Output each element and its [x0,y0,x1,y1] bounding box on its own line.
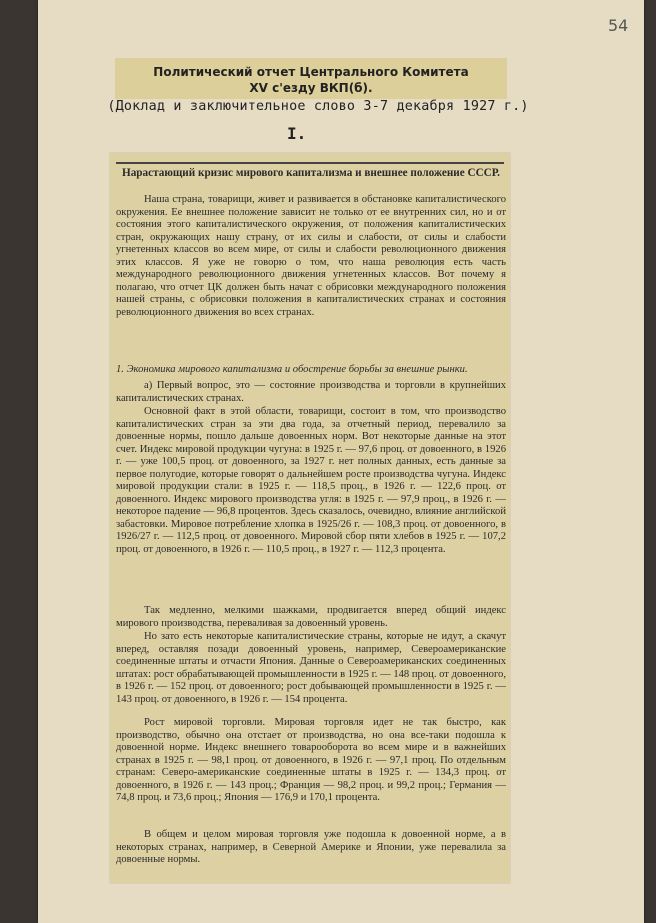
report-title-line-2: XV с'езду ВКП(б). [249,81,373,95]
article-paragraph: Так медленно, мелкими шажками, продвигается вперед общий индекс мирового производства, переваливая за довоенный уровень. [116,605,506,629]
article-heading: Нарастающий кризис мирового капитализма и внешнее положение СССР. [122,167,500,179]
article-paragraph: В общем и целом мировая торговля уже подошла к довоенной норме, а в некоторых странах, например, в Северной Америке и Японии, уже перевалила за довоенные нормы. [116,829,506,866]
article-paragraph: Рост мировой торговли. Мировая торговля идет не так быстро, как производство, обычно она отстает от производства, но она все-таки подошла к довоенной норме. Индекс внешнего товарооборота во всем мире и в важнейших странах в 1925 г. — 98,1 проц. от довоенного, в 1926 г. — 97,1 проц. По отдельным странам: Северо-американские соединенные штаты в 1925 г. — 134,3 проц. от довоенного, в 1926 г. — 143 проц.; Франция — 98,2 проц. и 99,2 проц.; Германия — 74,8 проц. и 73,6 проц.; Япония — 176,9 и 170,1 процента. [116,717,506,804]
title-strip [115,58,507,99]
article-paragraph: Но зато есть некоторые капиталистические страны, которые не идут, а скачут вперед, оставляя позади довоенный уровень, например, Североамериканские соединенные штаты и отчасти Япония. Данные о Североамериканских соединенных штатах: рост обрабатывающей промышленности в 1925 г. — 148 проц. от довоенного, в 1926 г. — 152 проц. от довоенного; рост добывающей промышленности в 1925 г. — 143 проц. от довоенного, в 1926 г. — 154 процента. [116,631,506,705]
article-intro: Наша страна, товарищи, живет и развивается в обстановке капиталистического окружения. Ее внешнее положение зависит не только от ее внутренних сил, но и от состояния этого капиталистического окружения, от положения капиталистических стран, окружающих нашу страну, от их силы и слабости, от силы и слабости угнетенных классов во всем мире, от силы и слабости революционного движения этих классов. Я уже не говорю о том, что наша революция есть часть международного революционного движения угнетенных классов. Вот почему я полагаю, что отчет ЦК должен быть начат с обрисовки международного положения нашей страны, с обрисовки положения в капиталистических странах и состояния революционного движения во всех странах. [116,194,506,318]
typed-date-line: (Доклад и заключительное слово 3-7 декабря 1927 г.) [107,99,529,114]
part-number: I. [287,124,307,143]
clipping-top-rule [116,162,504,164]
article-paragraph: а) Первый вопрос, это — состояние производства и торговли в крупнейших капиталистических странах. [116,380,506,404]
newspaper-clipping [110,153,510,883]
report-title-line-1: Политический отчет Центрального Комитета [153,65,469,79]
section-title: 1. Экономика мирового капитализма и обострение борьбы за внешние рынки. [116,364,468,375]
article-paragraph: Основной факт в этой области, товарищи, состоит в том, что производство капиталистических стран за эти два года, за отчетный период, перевалило за довоенные нормы, пошло дальше довоенных норм. Вот некоторые данные на этот счет. Индекс мировой продукции чугуна: в 1925 г. — 97,6 проц. от довоенного, в 1926 г. — уже 100,5 проц. от довоенного, за 1927 г. нет полных данных, есть данные за первое полугодие, которые говорят о дальнейшем росте производства чугуна. Индекс мировой продукции стали: в 1925 г. — 118,5 проц., в 1926 г. — 122,6 проц. от довоенного. Индекс мирового производства угля: в 1925 г. — 97,9 проц., в 1926 г. — некоторое падение — 96,8 процентов. Здесь сказалось, очевидно, влияние английской забастовки. Мировое потребление хлопка в 1925/26 г. — 108,3 проц. от довоенного, в 1926/27 г. — 112,5 проц. от довоенного. Мировой сбор пяти хлебов в 1925 г. — 107,2 проц. от довоенного, в 1926 г. — 110,5 проц., в 1927 г. — 112,3 процента. [116,406,506,556]
archive-page-number: 54 [608,16,629,35]
